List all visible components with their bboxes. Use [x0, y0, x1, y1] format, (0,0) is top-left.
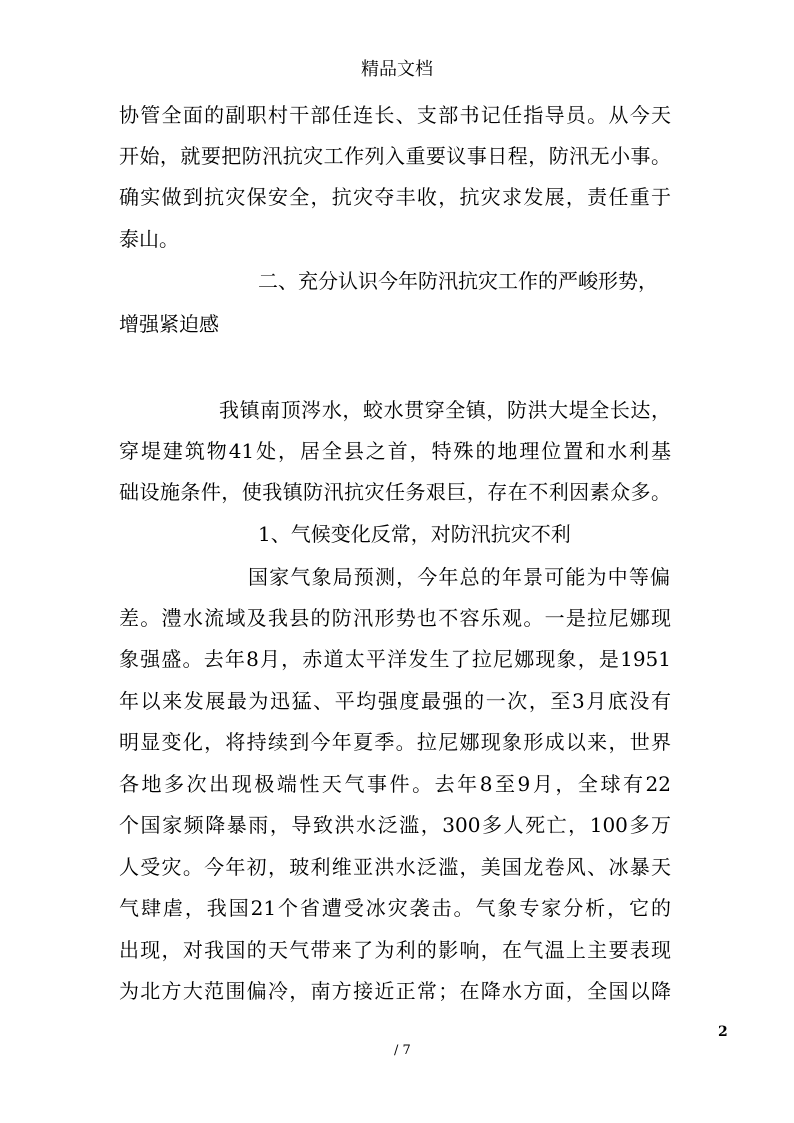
section-heading: 二、充分认识今年防汛抗灾工作的严峻形势，: [258, 269, 658, 293]
text-line: 年以来发展最为迅猛、平均强度最强的一次，至3月底没有: [119, 689, 671, 713]
text-line: 泰山。: [119, 227, 179, 251]
text-line: 础设施条件，使我镇防汛抗灾任务艰巨，存在不利因素众多。: [119, 480, 671, 504]
page-header: 精品文档: [361, 59, 433, 80]
text-line: 各地多次出现极端性天气事件。去年8至9月，全球有22: [119, 772, 671, 796]
text-line: 为北方大范围偏冷，南方接近正常；在降水方面，全国以降: [119, 979, 671, 1003]
text-line: 协管全面的副职村干部任连长、支部书记任指导员。从今天: [119, 103, 671, 127]
text-line: 差。澧水流域及我县的防汛形势也不容乐观。一是拉尼娜现: [119, 606, 671, 630]
text-line: 出现，对我国的天气带来了为利的影响，在气温上主要表现: [119, 938, 671, 962]
text-line: 明显变化，将持续到今年夏季。拉尼娜现象形成以来，世界: [119, 730, 671, 754]
paragraph-first-line: 国家气象局预测，今年总的年景可能为中等偏: [248, 565, 670, 589]
section-heading-continued: 增强紧迫感: [119, 312, 219, 336]
text-line: 开始，就要把防汛抗灾工作列入重要议事日程，防汛无小事。: [119, 144, 671, 168]
text-line: 确实做到抗灾保安全，抗灾夺丰收，抗灾求发展，责任重于: [119, 185, 671, 209]
text-line: 气肆虐，我国21个省遭受冰灾袭击。气象专家分析，它的: [119, 896, 671, 920]
page-total: / 7: [394, 1043, 411, 1058]
text-line: 个国家频降暴雨，导致洪水泛滥，300多人死亡，100多万: [119, 813, 671, 837]
page-number: 2: [718, 1024, 728, 1040]
text-line: 人受灾。今年初，玻利维亚洪水泛滥，美国龙卷风、冰暴天: [119, 855, 671, 879]
paragraph-first-line: 我镇南顶涔水，蛟水贯穿全镇，防洪大堤全长达，: [219, 398, 671, 422]
subsection-heading: 1、气候变化反常，对防汛抗灾不利: [258, 522, 571, 546]
text-line: 象强盛。去年8月，赤道太平洋发生了拉尼娜现象，是1951: [119, 647, 671, 671]
text-line: 穿堤建筑物41处，居全县之首，特殊的地理位置和水利基: [119, 439, 671, 463]
